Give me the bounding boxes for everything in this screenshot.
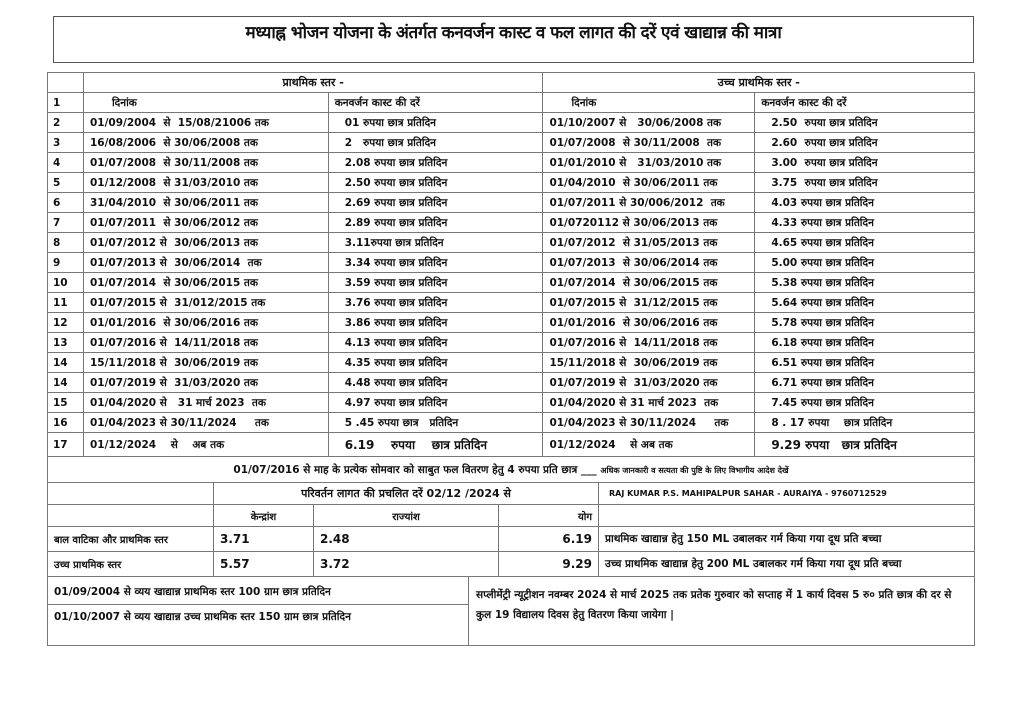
- upper-date-range: 01/07/2014 से 30/06/2015 तक: [543, 273, 755, 293]
- primary-date-range: 01/09/2004 से 15/08/21006 तक: [83, 113, 328, 133]
- row-number: 3: [48, 133, 84, 153]
- table-row: [48, 193, 975, 213]
- primary-date-range: 31/04/2010 से 30/06/2011 तक: [83, 193, 328, 213]
- upper-date-range: 01/07/2011 से 30/006/2012 तक: [543, 193, 755, 213]
- upper-date-range: 01/12/2024 से अब तक: [543, 433, 755, 457]
- divider: [48, 604, 468, 605]
- fruit-note: [48, 457, 975, 483]
- upper-rate: 6.51 रुपया छात्र प्रतिदिन: [755, 353, 975, 373]
- primary-date-range: 01/07/2011 से 30/06/2012 तक: [83, 213, 328, 233]
- upper-rate: 4.03 रुपया छात्र प्रतिदिन: [755, 193, 975, 213]
- table-row: [48, 113, 975, 133]
- central-share: 3.71: [214, 527, 314, 552]
- primary-rate: 3.59 रुपया छात्र प्रतिदिन: [328, 273, 543, 293]
- conversion-cost-table: [47, 482, 975, 577]
- table-row: [48, 233, 975, 253]
- table-row: [48, 433, 975, 457]
- page-title: मध्याह्न भोजन योजना के अंतर्गत कनवर्जन कास्ट व फल लागत की दरें एवं खाद्यान्न की मात्रा: [245, 23, 782, 43]
- table-row: [48, 293, 975, 313]
- upper-date-range: 15/11/2018 से 30/06/2019 तक: [543, 353, 755, 373]
- upper-date-range: 01/01/2016 से 30/06/2016 तक: [543, 313, 755, 333]
- upper-rate: 5.38 रुपया छात्र प्रतिदिन: [755, 273, 975, 293]
- row-number: 12: [48, 313, 84, 333]
- title-box: [53, 16, 974, 63]
- milk-note: प्राथमिक खाद्यान्न हेतु 150 ML उबालकर गर्म किया गया दूध प्रति बच्चा: [599, 527, 975, 552]
- primary-rate: 3.11रुपया छात्र प्रतिदिन: [328, 233, 543, 253]
- primary-rate-header: कनवर्जन कास्ट की दरें: [328, 93, 543, 113]
- primary-date-range: 01/07/2008 से 30/11/2008 तक: [83, 153, 328, 173]
- level-label: बाल वाटिका और प्राथमिक स्तर: [48, 527, 214, 552]
- primary-date-range: 01/12/2008 से 31/03/2010 तक: [83, 173, 328, 193]
- total-header: योग: [499, 505, 599, 527]
- upper-rate: 5.00 रुपया छात्र प्रतिदिन: [755, 253, 975, 273]
- row-number: 14: [48, 373, 84, 393]
- upper-rate: 4.65 रुपया छात्र प्रतिदिन: [755, 233, 975, 253]
- primary-rate: 3.86 रुपया छात्र प्रतिदिन: [328, 313, 543, 333]
- blank-cell: [48, 505, 214, 527]
- upper-rate: 5.64 रुपया छात्र प्रतिदिन: [755, 293, 975, 313]
- table-row: [48, 133, 975, 153]
- row-number: 9: [48, 253, 84, 273]
- upper-rate: 2.60 रुपया छात्र प्रतिदिन: [755, 133, 975, 153]
- row-number: 6: [48, 193, 84, 213]
- table-row: [48, 353, 975, 373]
- primary-date-range: 01/07/2015 से 31/012/2015 तक: [83, 293, 328, 313]
- upper-date-range: 01/07/2008 से 30/11/2008 तक: [543, 133, 755, 153]
- row-number: 2: [48, 113, 84, 133]
- table-row: [48, 333, 975, 353]
- table-row: [48, 393, 975, 413]
- upper-date-range: 01/01/2010 से 31/03/2010 तक: [543, 153, 755, 173]
- primary-date-header: दिनांक: [83, 93, 328, 113]
- upper-date-range: 01/07/2012 से 31/05/2013 तक: [543, 233, 755, 253]
- primary-date-range: 01/07/2016 से 14/11/2018 तक: [83, 333, 328, 353]
- row-number: 1: [48, 93, 84, 113]
- table-row: [48, 373, 975, 393]
- upper-rate: 3.75 रुपया छात्र प्रतिदिन: [755, 173, 975, 193]
- primary-date-range: 15/11/2018 से 30/06/2019 तक: [83, 353, 328, 373]
- upper-rate: 8 . 17 रुपया छात्र प्रतिदिन: [755, 413, 975, 433]
- state-share: 3.72: [314, 552, 499, 577]
- blank-cell: [599, 505, 975, 527]
- primary-date-range: 01/04/2020 से 31 मार्च 2023 तक: [83, 393, 328, 413]
- primary-rate: 4.48 रुपया छात्र प्रतिदिन: [328, 373, 543, 393]
- row-number: 4: [48, 153, 84, 173]
- row-number: 10: [48, 273, 84, 293]
- upper-date-range: 01/07/2019 से 31/03/2020 तक: [543, 373, 755, 393]
- conversion-row: [48, 527, 975, 552]
- row-number: 11: [48, 293, 84, 313]
- rates-table: [47, 72, 975, 483]
- level-header-row: [48, 73, 975, 93]
- row-number: 5: [48, 173, 84, 193]
- upper-rate: 6.18 रुपया छात्र प्रतिदिन: [755, 333, 975, 353]
- state-share: 2.48: [314, 527, 499, 552]
- upper-date-range: 01/04/2010 से 30/06/2011 तक: [543, 173, 755, 193]
- upper-date-range: 01/04/2020 से 31 मार्च 2023 तक: [543, 393, 755, 413]
- upper-date-range: 01/07/2016 से 14/11/2018 तक: [543, 333, 755, 353]
- row-number: 16: [48, 413, 84, 433]
- table-row: [48, 213, 975, 233]
- primary-rate: 2.69 रुपया छात्र प्रतिदिन: [328, 193, 543, 213]
- column-header-row: [48, 93, 975, 113]
- central-share-header: केन्द्रांश: [214, 505, 314, 527]
- primary-date-range: 16/08/2006 से 30/06/2008 तक: [83, 133, 328, 153]
- total: 6.19: [499, 527, 599, 552]
- fruit-note-row: [48, 457, 975, 483]
- primary-rate: 6.19 रुपया छात्र प्रतिदिन: [328, 433, 543, 457]
- upper-rate: 9.29 रुपया छात्र प्रतिदिन: [755, 433, 975, 457]
- primary-rate: 4.13 रुपया छात्र प्रतिदिन: [328, 333, 543, 353]
- table-row: [48, 313, 975, 333]
- fruit-note-main: 01/07/2016 से माह के प्रत्येक सोमवार को साबुत फल वितरण हेतु 4 रुपया प्रति छात्र ___: [233, 463, 597, 476]
- upper-rate: 2.50 रुपया छात्र प्रतिदिन: [755, 113, 975, 133]
- primary-rate: 01 रुपया छात्र प्रतिदिन: [328, 113, 543, 133]
- central-share: 5.57: [214, 552, 314, 577]
- primary-date-range: 01/12/2024 से अब तक: [83, 433, 328, 457]
- row-number: [48, 73, 84, 93]
- primary-date-range: 01/07/2019 से 31/03/2020 तक: [83, 373, 328, 393]
- upper-rate: 3.00 रुपया छात्र प्रतिदिन: [755, 153, 975, 173]
- table-row: [48, 413, 975, 433]
- upper-rate: 5.78 रुपया छात्र प्रतिदिन: [755, 313, 975, 333]
- table-row: [48, 253, 975, 273]
- primary-rate: 2.50 रुपया छात्र प्रतिदिन: [328, 173, 543, 193]
- level-label: उच्च प्राथमिक स्तर: [48, 552, 214, 577]
- milk-note: उच्च प्राथमिक खाद्यान्न हेतु 200 ML उबालकर गर्म किया गया दूध प्रति बच्चा: [599, 552, 975, 577]
- primary-rate: 3.34 रुपया छात्र प्रतिदिन: [328, 253, 543, 273]
- grain-upper-note: 01/10/2007 से व्यय खाद्यान्न उच्च प्राथमिक स्तर 150 ग्राम छात्र प्रतिदिन: [54, 611, 351, 623]
- primary-rate: 2.89 रुपया छात्र प्रतिदिन: [328, 213, 543, 233]
- upper-date-range: 01/10/2007 से 30/06/2008 तक: [543, 113, 755, 133]
- blank-cell: [48, 483, 214, 505]
- row-number: 17: [48, 433, 84, 457]
- row-number: 8: [48, 233, 84, 253]
- primary-heading: प्राथमिक स्तर -: [83, 73, 542, 93]
- upper-rate-header: कनवर्जन कास्ट की दरें: [755, 93, 975, 113]
- conversion-row: [48, 552, 975, 577]
- state-share-header: राज्यांश: [314, 505, 499, 527]
- total: 9.29: [499, 552, 599, 577]
- primary-date-range: 01/04/2023 से 30/11/2024 तक: [83, 413, 328, 433]
- grain-primary-note: 01/09/2004 से व्यय खाद्यान्न प्राथमिक स्तर 100 ग्राम छात्र प्रतिदिन: [54, 586, 331, 598]
- primary-rate: 4.35 रुपया छात्र प्रतिदिन: [328, 353, 543, 373]
- upper-date-range: 01/0720112 से 30/06/2013 तक: [543, 213, 755, 233]
- upper-rate: 6.71 रुपया छात्र प्रतिदिन: [755, 373, 975, 393]
- upper-date-header: दिनांक: [543, 93, 755, 113]
- credit-line: RAJ KUMAR P.S. MAHIPALPUR SAHAR - AURAIYA - 9760712529: [599, 483, 975, 505]
- fruit-note-disclaimer: अधिक जानकारी व सत्यता की पुष्टि के लिए विभागीय आदेश देखें: [600, 465, 789, 475]
- upper-rate: 7.45 रुपया छात्र प्रतिदिन: [755, 393, 975, 413]
- primary-date-range: 01/07/2013 से 30/06/2014 तक: [83, 253, 328, 273]
- primary-date-range: 01/07/2012 से 30/06/2013 तक: [83, 233, 328, 253]
- primary-date-range: 01/07/2014 से 30/06/2015 तक: [83, 273, 328, 293]
- primary-rate: 2 रुपया छात्र प्रतिदिन: [328, 133, 543, 153]
- table-row: [48, 273, 975, 293]
- primary-rate: 3.76 रुपया छात्र प्रतिदिन: [328, 293, 543, 313]
- table-row: [48, 153, 975, 173]
- upper-rate: 4.33 रुपया छात्र प्रतिदिन: [755, 213, 975, 233]
- row-number: 13: [48, 333, 84, 353]
- row-number: 14: [48, 353, 84, 373]
- bottom-notes: [47, 576, 975, 646]
- primary-rate: 2.08 रुपया छात्र प्रतिदिन: [328, 153, 543, 173]
- primary-rate: 5 .45 रुपया छात्र प्रतिदिन: [328, 413, 543, 433]
- row-number: 7: [48, 213, 84, 233]
- upper-primary-heading: उच्च प्राथमिक स्तर -: [543, 73, 975, 93]
- primary-date-range: 01/01/2016 से 30/06/2016 तक: [83, 313, 328, 333]
- upper-date-range: 01/07/2013 से 30/06/2014 तक: [543, 253, 755, 273]
- upper-date-range: 01/04/2023 से 30/11/2024 तक: [543, 413, 755, 433]
- primary-rate: 4.97 रुपया छात्र प्रतिदिन: [328, 393, 543, 413]
- grain-quantity-box: [48, 577, 469, 645]
- conversion-heading: परिवर्तन लागत की प्रचलित दरें 02/12 /2024 से: [214, 483, 599, 505]
- supplementary-nutrition-note: सप्लीमेंट्री न्यूट्रीशन नवम्बर 2024 से मार्च 2025 तक प्रतेक गुरुवार को सप्ताह में 1 कार्य दिवस 5 रु० प्रति छात्र की दर से कुल 19 विद्यालय दिवस हेतु वितरण किया जायेगा |: [476, 589, 952, 621]
- upper-date-range: 01/07/2015 से 31/12/2015 तक: [543, 293, 755, 313]
- table-row: [48, 173, 975, 193]
- row-number: 15: [48, 393, 84, 413]
